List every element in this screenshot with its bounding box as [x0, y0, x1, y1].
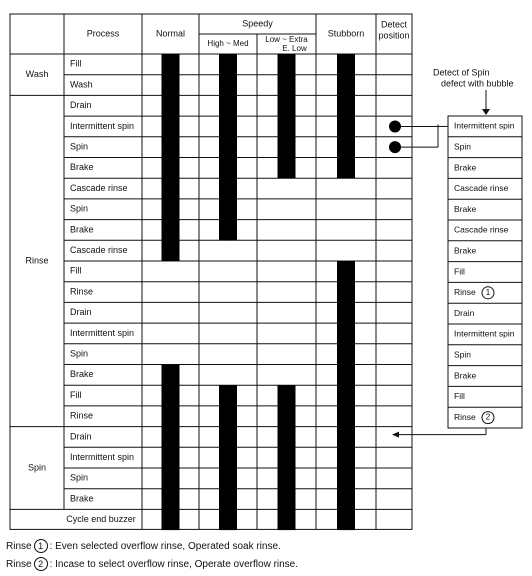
side-panel-title: defect with bubble [441, 78, 514, 89]
group-label: Rinse [25, 255, 49, 266]
process-step-label: Intermittent spin [70, 327, 135, 338]
process-step-label: Drain [70, 307, 92, 318]
footnote-2 [6, 556, 298, 574]
arrow-down-icon [482, 109, 490, 115]
side-panel-item-label: Intermittent spin [454, 328, 515, 339]
footnote-2-word: Rinse [6, 559, 32, 570]
header-speedy-high: High ~ Med [207, 39, 249, 49]
header-speedy-low: Low ~ Extra [265, 35, 308, 45]
process-step-label: Brake [70, 369, 94, 380]
process-step-label: Spin [70, 203, 89, 214]
side-panel-item-label: Cascade rinse [454, 183, 509, 194]
process-step-label: Spin [70, 348, 89, 359]
process-step-label: Rinse [70, 286, 94, 297]
header-speedy: Speedy [242, 18, 273, 29]
group-label: Wash [25, 69, 49, 80]
bar-speedy-low [278, 54, 296, 178]
circled-number-label: 2 [485, 412, 491, 422]
side-panel-item-label: Rinse [454, 411, 476, 422]
footnotes [6, 538, 298, 574]
process-step-label: Brake [70, 162, 94, 173]
footnote-1 [6, 538, 298, 556]
process-step-label: Brake [70, 224, 94, 235]
process-step-label: Fill [70, 58, 82, 69]
detect-dot-icon [389, 141, 401, 153]
side-panel-item-label: Rinse [454, 287, 476, 298]
group-label: Spin [27, 462, 47, 473]
circled-number-icon: 1 [34, 539, 48, 553]
bar-normal [162, 365, 180, 531]
process-step-label: Spin [70, 472, 89, 483]
bar-speedy-high [219, 54, 237, 240]
process-step-label: Rinse [70, 410, 94, 421]
header-process: Process [86, 28, 120, 39]
circled-number-label: 1 [485, 287, 491, 297]
process-step-label: Drain [70, 431, 92, 442]
side-panel-item-label: Fill [454, 266, 465, 277]
side-panel-item-label: Intermittent spin [454, 120, 515, 131]
process-step-label: Brake [70, 493, 94, 504]
process-step-label: Cascade rinse [70, 245, 128, 256]
side-panel-item-label: Spin [454, 141, 472, 152]
process-step-label: Fill [70, 389, 82, 400]
header-detect: Detect [380, 19, 408, 30]
process-step-label: Cascade rinse [70, 182, 128, 193]
footnote-1-text: : Even selected overflow rinse, Operated soak rinse. [49, 541, 281, 552]
footnote-1-word: Rinse [6, 541, 32, 552]
side-panel-title: Detect of Spin [433, 67, 490, 78]
bar-stubborn [337, 54, 355, 178]
bar-speedy-low [278, 385, 296, 530]
bar-normal [162, 54, 180, 261]
header-stubborn: Stubborn [327, 28, 365, 39]
bar-speedy-high [219, 385, 237, 530]
detect-dot-icon [389, 120, 401, 132]
circled-number-icon: 2 [34, 557, 48, 571]
cycle-end-label: Cycle end buzzer [66, 513, 136, 524]
process-step-label: Spin [70, 141, 89, 152]
side-panel-item-label: Brake [454, 370, 477, 381]
header-speedy-low: E. Low [282, 44, 307, 54]
side-panel-item-label: Fill [454, 391, 465, 402]
side-panel-item-label: Brake [454, 245, 477, 256]
side-panel-item-label: Spin [454, 349, 472, 360]
side-panel-item-label: Drain [454, 307, 475, 318]
side-panel-item-label: Brake [454, 162, 477, 173]
side-panel-item-label: Brake [454, 203, 477, 214]
process-step-label: Intermittent spin [70, 452, 135, 463]
header-detect: position [378, 30, 410, 41]
process-step-label: Wash [70, 79, 93, 90]
header-normal: Normal [155, 28, 186, 39]
process-step-label: Intermittent spin [70, 120, 135, 131]
side-panel-item-label: Cascade rinse [454, 224, 509, 235]
process-step-label: Drain [70, 100, 92, 111]
footnote-2-text: : Incase to select overflow rinse, Operate overflow rinse. [49, 559, 299, 570]
bar-stubborn [337, 261, 355, 530]
arrow-left-icon [392, 432, 399, 438]
process-step-label: Fill [70, 265, 82, 276]
